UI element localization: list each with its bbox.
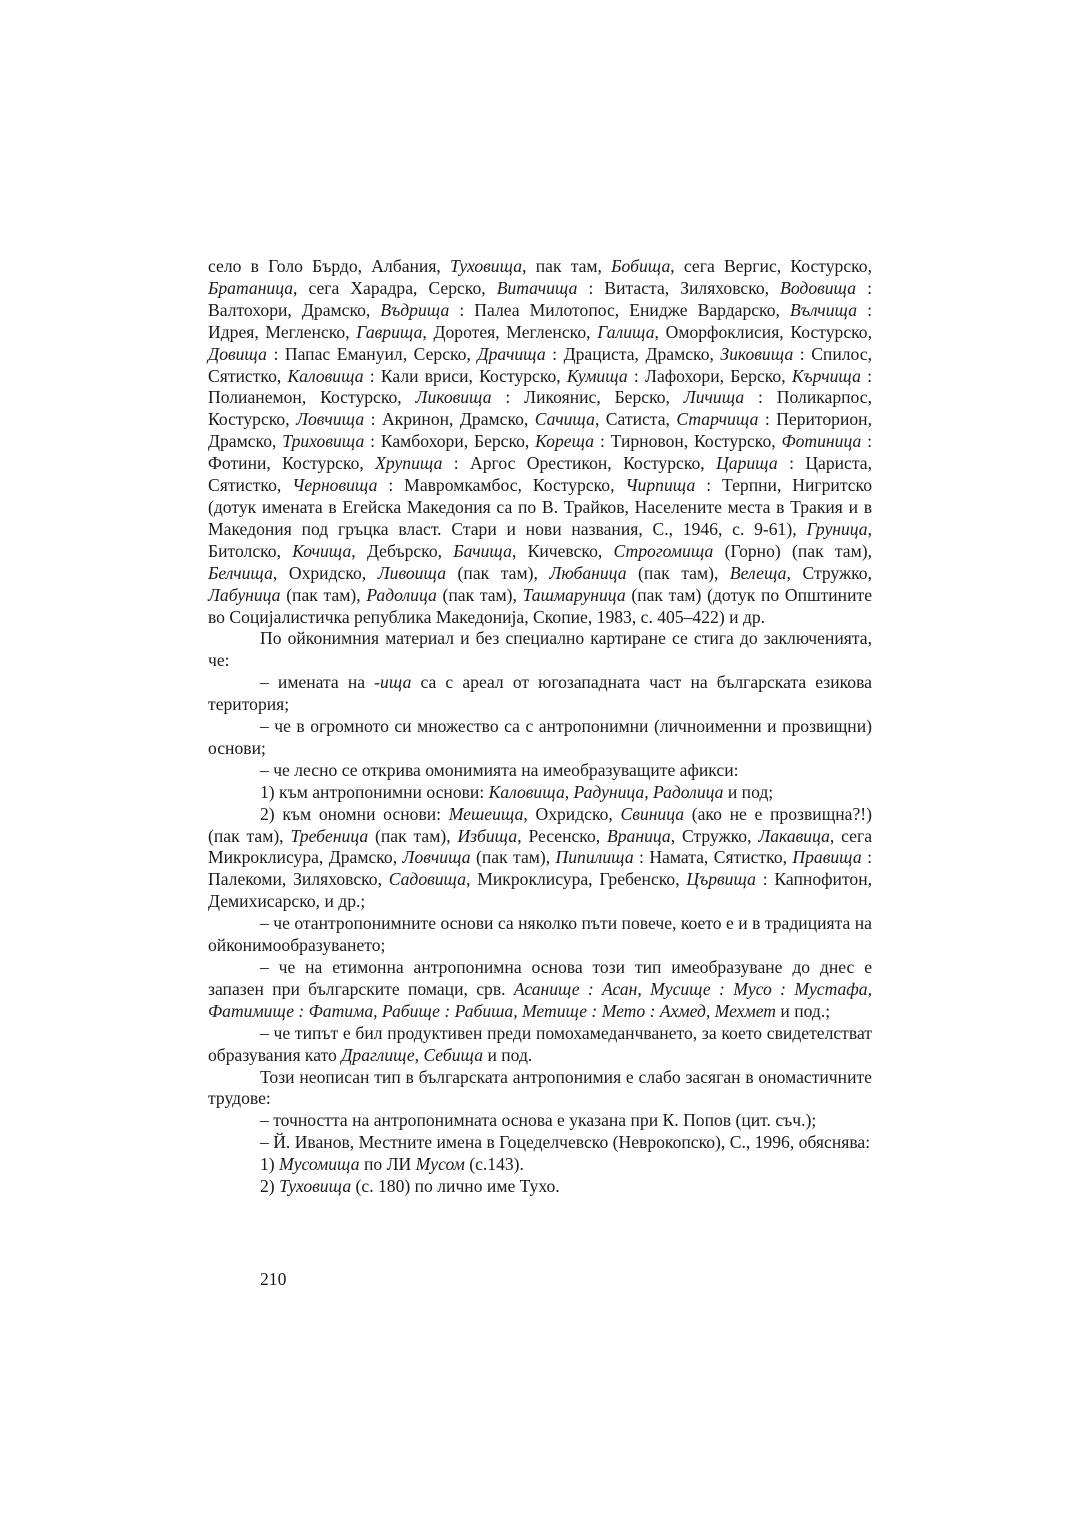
text-run: (пак там) (дотук по Општините во Социјалистичка република Македонија, Скопие, 1983, с. 405–422) и др. [208, 584, 872, 627]
text-run: : Драциста, Драмско, [545, 343, 721, 364]
text-run: : Капнофитон, Демихисарско, и др.; [208, 869, 873, 912]
italic-term: Белчища [208, 562, 273, 583]
italic-term: Ливоища [377, 562, 446, 583]
text-run: , Охридско, [272, 562, 378, 583]
italic-term: Груница [806, 518, 868, 539]
list-item-anthroponymic [208, 716, 872, 760]
italic-term: Асанище : Асан, Мусище : Мусо : Мустафа, Фатимище : Фатима, Рабище : Рабиша, Метище : Мето : Ахмед, Мехмет [208, 978, 872, 1021]
text-run: – че типът е бил продуктивен преди помохамеданчването, за което свидетелстват образувания като [208, 1022, 872, 1065]
text-run: Този неописан тип в българската антропонимия е слабо засяган в ономастичните трудове: [208, 1066, 872, 1109]
list-item-homonymy [208, 760, 872, 782]
italic-term: ища [380, 672, 412, 693]
italic-term: Драчища [477, 343, 546, 364]
text-run: , сега Харадра, Серско, [293, 277, 497, 298]
text-run: (пак там), [436, 584, 523, 605]
text-run: и под. [483, 1044, 533, 1065]
italic-term: Избища [457, 825, 518, 846]
italic-term: Черновища [292, 475, 378, 496]
italic-term: Ликовища [415, 387, 492, 408]
italic-term: Лакавица [758, 825, 830, 846]
text-run: : Витаста, Зиляховско, [577, 277, 781, 298]
text-run: : Ликоянис, Берско, [491, 387, 684, 408]
text-run: : Валтохори, Драмско, [208, 277, 872, 320]
italic-term: Строгомища [613, 540, 714, 561]
list-item-tradition [208, 913, 872, 957]
text-run: – че в огромното си множество са с антропонимни (личноименни и прозвищни) основи; [208, 716, 872, 758]
text-run: : Лафохори, Берско, [627, 365, 792, 386]
text-run: , Оморфоклисия, Костурско, [654, 321, 872, 342]
text-run: (пак там), [280, 584, 367, 605]
text-run: , Стружко, [786, 562, 872, 583]
text-run: , сега Вергис, Костурско, [670, 256, 872, 276]
italic-term: Требеница [290, 825, 369, 846]
list-item-tuhovishta [208, 1176, 872, 1198]
text-run: : Цариста, Сятистко, [208, 453, 872, 496]
italic-term: Велеща [729, 562, 787, 583]
text-run: , Микроклисура, Гребенско, [466, 869, 687, 890]
text-run: : Камбохори, Берско, [364, 431, 536, 452]
italic-term: Кърчища [791, 365, 861, 386]
text-run: по ЛИ [359, 1154, 416, 1175]
list-item-numbered-2 [208, 804, 872, 914]
text-run: , Доротея, Мегленско, [422, 321, 598, 342]
text-run: (пак там), [368, 825, 458, 846]
italic-term: Пипилища [555, 847, 634, 868]
italic-term: Свиница [620, 803, 685, 824]
italic-term: Галища [597, 321, 655, 342]
text-run: : Палеа Милотопос, Енидже Вардарско, [449, 299, 790, 320]
text-run: – имената на - [260, 672, 381, 693]
text-run: (Горно) (пак там), [713, 540, 872, 561]
italic-term: Бачища [453, 540, 512, 561]
text-run: По ойконимния материал и без специално картиране се стига до заключенията, че: [208, 628, 872, 671]
list-item-musomishta [208, 1154, 872, 1176]
text-run: – че отантропонимните основи са няколко пъти повече, което е и в традицията на ойконимообразуването; [208, 913, 872, 956]
paragraph-conclusions-intro [208, 628, 872, 672]
list-item-popov [208, 1110, 872, 1132]
italic-term: Враница [607, 825, 671, 846]
text-run: : Идрея, Мегленско, [208, 299, 872, 342]
text-run: (с.143). [464, 1154, 524, 1175]
text-run: , пак там, [522, 256, 612, 276]
text-run: (с. 180) по лично име Тухо. [351, 1176, 560, 1197]
italic-term: Мусомища [279, 1154, 360, 1175]
italic-term: Драглище, Себища [341, 1044, 484, 1065]
paragraph-undescribed-type [208, 1067, 872, 1111]
italic-term: Ловчища [296, 409, 365, 430]
italic-term: Зиковища [720, 343, 794, 364]
text-run: , Сатиста, [594, 409, 677, 430]
text-run: – точността на антропонимната основа е указана при К. Попов (цит. съч.); [260, 1110, 817, 1131]
italic-term: Мусом [415, 1154, 465, 1175]
text-run: : Терпни, Нигритско (дотук имената в Егейска Македония са по В. Трайков, Населените места в Тракия и в Македония под гръцка власт. Стари и нови названия, С., 1946, с. 9-61), [208, 475, 872, 539]
text-run: : Кали вриси, Костурско, [363, 365, 567, 386]
text-run: (пак там), [470, 847, 556, 868]
list-item-numbered-1 [208, 782, 872, 804]
text-run: – че на етимонна антропонимна основа този тип имеобразуване до днес е запазен при българските помаци, срв. [208, 957, 872, 999]
italic-term: Любаница [549, 562, 627, 583]
text-run: (ако не е прозвищна?!) (пак там), [208, 803, 872, 846]
text-run: , Стружко, [670, 825, 759, 846]
italic-term: Царища [716, 453, 778, 474]
italic-term: Витачища [496, 277, 578, 298]
text-run: 2) към ономни основи: [260, 803, 449, 824]
text-run: : Акринон, Драмско, [364, 409, 535, 430]
italic-term: Гаврища [356, 321, 423, 342]
italic-term: Бобища [611, 256, 671, 276]
text-run: (пак там), [626, 562, 730, 583]
italic-term: Каловища, Радуница, Радолица [488, 781, 724, 802]
text-run: 1) към антропонимни основи: [260, 781, 489, 802]
italic-term: Водовища [780, 277, 857, 298]
italic-term: Радолица [366, 584, 437, 605]
text-run: – Й. Иванов, Местните имена в Гоцеделчевско (Неврокопско), С., 1996, обяснява: [260, 1132, 871, 1153]
body-text [208, 256, 872, 1198]
italic-term: Садовища [388, 869, 467, 890]
text-run: : Тирновон, Костурско, [594, 431, 782, 452]
list-item-ivanov [208, 1132, 872, 1154]
italic-term: Личища [683, 387, 745, 408]
text-run: : Полианемон, Костурско, [208, 365, 872, 408]
italic-term: Туховища [450, 256, 523, 276]
italic-term: Старчища [676, 409, 759, 430]
text-run: , Битолско, [208, 518, 872, 561]
italic-term: Правища [792, 847, 862, 868]
text-run: са с ареал от югозападната част на българската езикова територия; [208, 672, 872, 715]
text-run: : Палекоми, Зиляховско, [208, 847, 872, 890]
italic-term: Кочища [292, 540, 352, 561]
italic-term: Братаница [208, 277, 294, 298]
text-run: село в Голо Бърдо, Албания, [208, 256, 451, 276]
text-run: , сега Микроклисура, Драмско, [208, 825, 872, 868]
italic-term: Вълчища [789, 299, 858, 320]
text-run: : Намата, Сятистко, [633, 847, 793, 868]
text-run: : Аргос Орестикон, Костурско, [442, 453, 717, 474]
italic-term: Туховища [279, 1176, 352, 1197]
text-run: : Фотини, Костурско, [208, 431, 872, 474]
italic-term: Кореща [535, 431, 595, 452]
italic-term: Мешеища [448, 803, 524, 824]
italic-term: Чирпища [625, 475, 696, 496]
italic-term: Въдрища [380, 299, 450, 320]
page-number: 210 [260, 1269, 287, 1289]
paragraph-continuation [208, 256, 872, 628]
text-run: , Ресенско, [517, 825, 607, 846]
italic-term: Сачища [534, 409, 595, 430]
italic-term: Триховища [282, 431, 365, 452]
text-run: 1) [260, 1154, 280, 1175]
text-run: : Мавромкамбос, Костурско, [377, 475, 626, 496]
italic-term: Ташмаруница [522, 584, 626, 605]
text-run: : Периторион, Драмско, [208, 409, 872, 452]
italic-term: Хрупища [375, 453, 443, 474]
text-run: 2) [260, 1176, 280, 1197]
italic-term: Каловища [287, 365, 364, 386]
text-run: : Поликарпос, Костурско, [208, 387, 872, 430]
italic-term: Кумища [566, 365, 628, 386]
text-run: , Дебърско, [351, 540, 454, 561]
italic-term: Фотиница [781, 431, 862, 452]
italic-term: Лабуница [208, 584, 281, 605]
text-run: (пак там), [446, 562, 550, 583]
text-run: и под; [723, 781, 774, 802]
text-run: , Кичевско, [511, 540, 614, 561]
text-run: , Охридско, [523, 803, 621, 824]
list-item-pomaks [208, 957, 872, 1023]
text-run: : Спилос, Сятистко, [208, 343, 872, 386]
italic-term: Ловчища [402, 847, 471, 868]
list-item-productive [208, 1023, 872, 1067]
list-item-area [208, 672, 872, 716]
text-run: : Папас Емануил, Серско, [266, 343, 478, 364]
text-run: – че лесно се открива омонимията на имеобразуващите афикси: [260, 759, 739, 780]
text-run: и под.; [776, 1000, 831, 1021]
italic-term: Довища [208, 343, 267, 364]
italic-term: Цървища [686, 869, 756, 890]
